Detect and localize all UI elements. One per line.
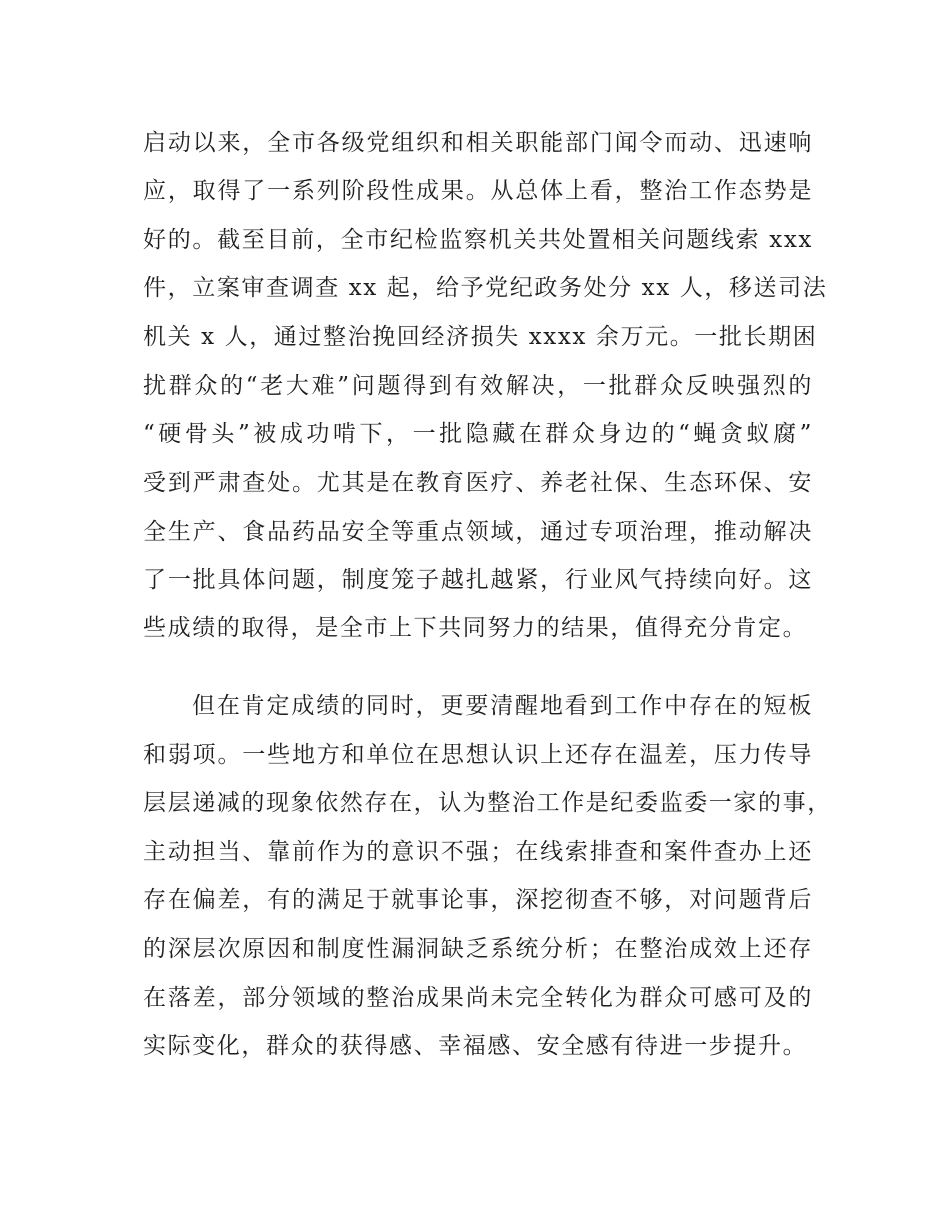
text-line: 件，立案审查调查 xx 起，给予党纪政务处分 xx 人，移送司法 [143,275,828,301]
text-line: 受到严肃查处。尤其是在教育医疗、养老社保、生态环保、安 [143,470,813,496]
text-line: 启动以来，全市各级党组织和相关职能部门闻令而动、迅速响 [143,130,813,156]
text-line: 好的。截至目前，全市纪检监察机关共处置相关问题线索 xxx [143,227,813,253]
text-line: 全生产、食品药品安全等重点领域，通过专项治理，推动解决 [143,519,813,545]
text-line: 机关 x 人，通过整治挽回经济损失 xxxx 余万元。一批长期困 [143,324,818,350]
text-line: 但在肯定成绩的同时，更要清醒地看到工作中存在的短板 [192,693,813,719]
text-line: “硬骨头”被成功啃下，一批隐藏在群众身边的“蝇贪蚁腐” [143,421,813,447]
text-line: 了一批具体问题，制度笼子越扎越紧，行业风气持续向好。这 [143,567,813,593]
text-line: 和弱项。一些地方和单位在思想认识上还存在温差，压力传导 [143,742,813,768]
text-line: 主动担当、靠前作为的意识不强；在线索排查和案件查办上还 [143,839,813,865]
text-line: 应，取得了一系列阶段性成果。从总体上看，整治工作态势是 [143,178,813,204]
text-line: 存在偏差，有的满足于就事论事，深挖彻查不够，对问题背后 [143,887,813,913]
text-line: 层层递减的现象依然存在，认为整治工作是纪委监委一家的事， [143,790,832,816]
text-line: 的深层次原因和制度性漏洞缺乏系统分析；在整治成效上还存 [143,936,813,962]
text-line: 在落差，部分领域的整治成果尚未完全转化为群众可感可及的 [143,985,813,1011]
text-line: 扰群众的“老大难”问题得到有效解决，一批群众反映强烈的 [143,373,813,399]
text-line: 实际变化，群众的获得感、幸福感、安全感有待进一步提升。 [143,1033,808,1059]
text-line: 些成绩的取得，是全市上下共同努力的结果，值得充分肯定。 [143,615,808,641]
